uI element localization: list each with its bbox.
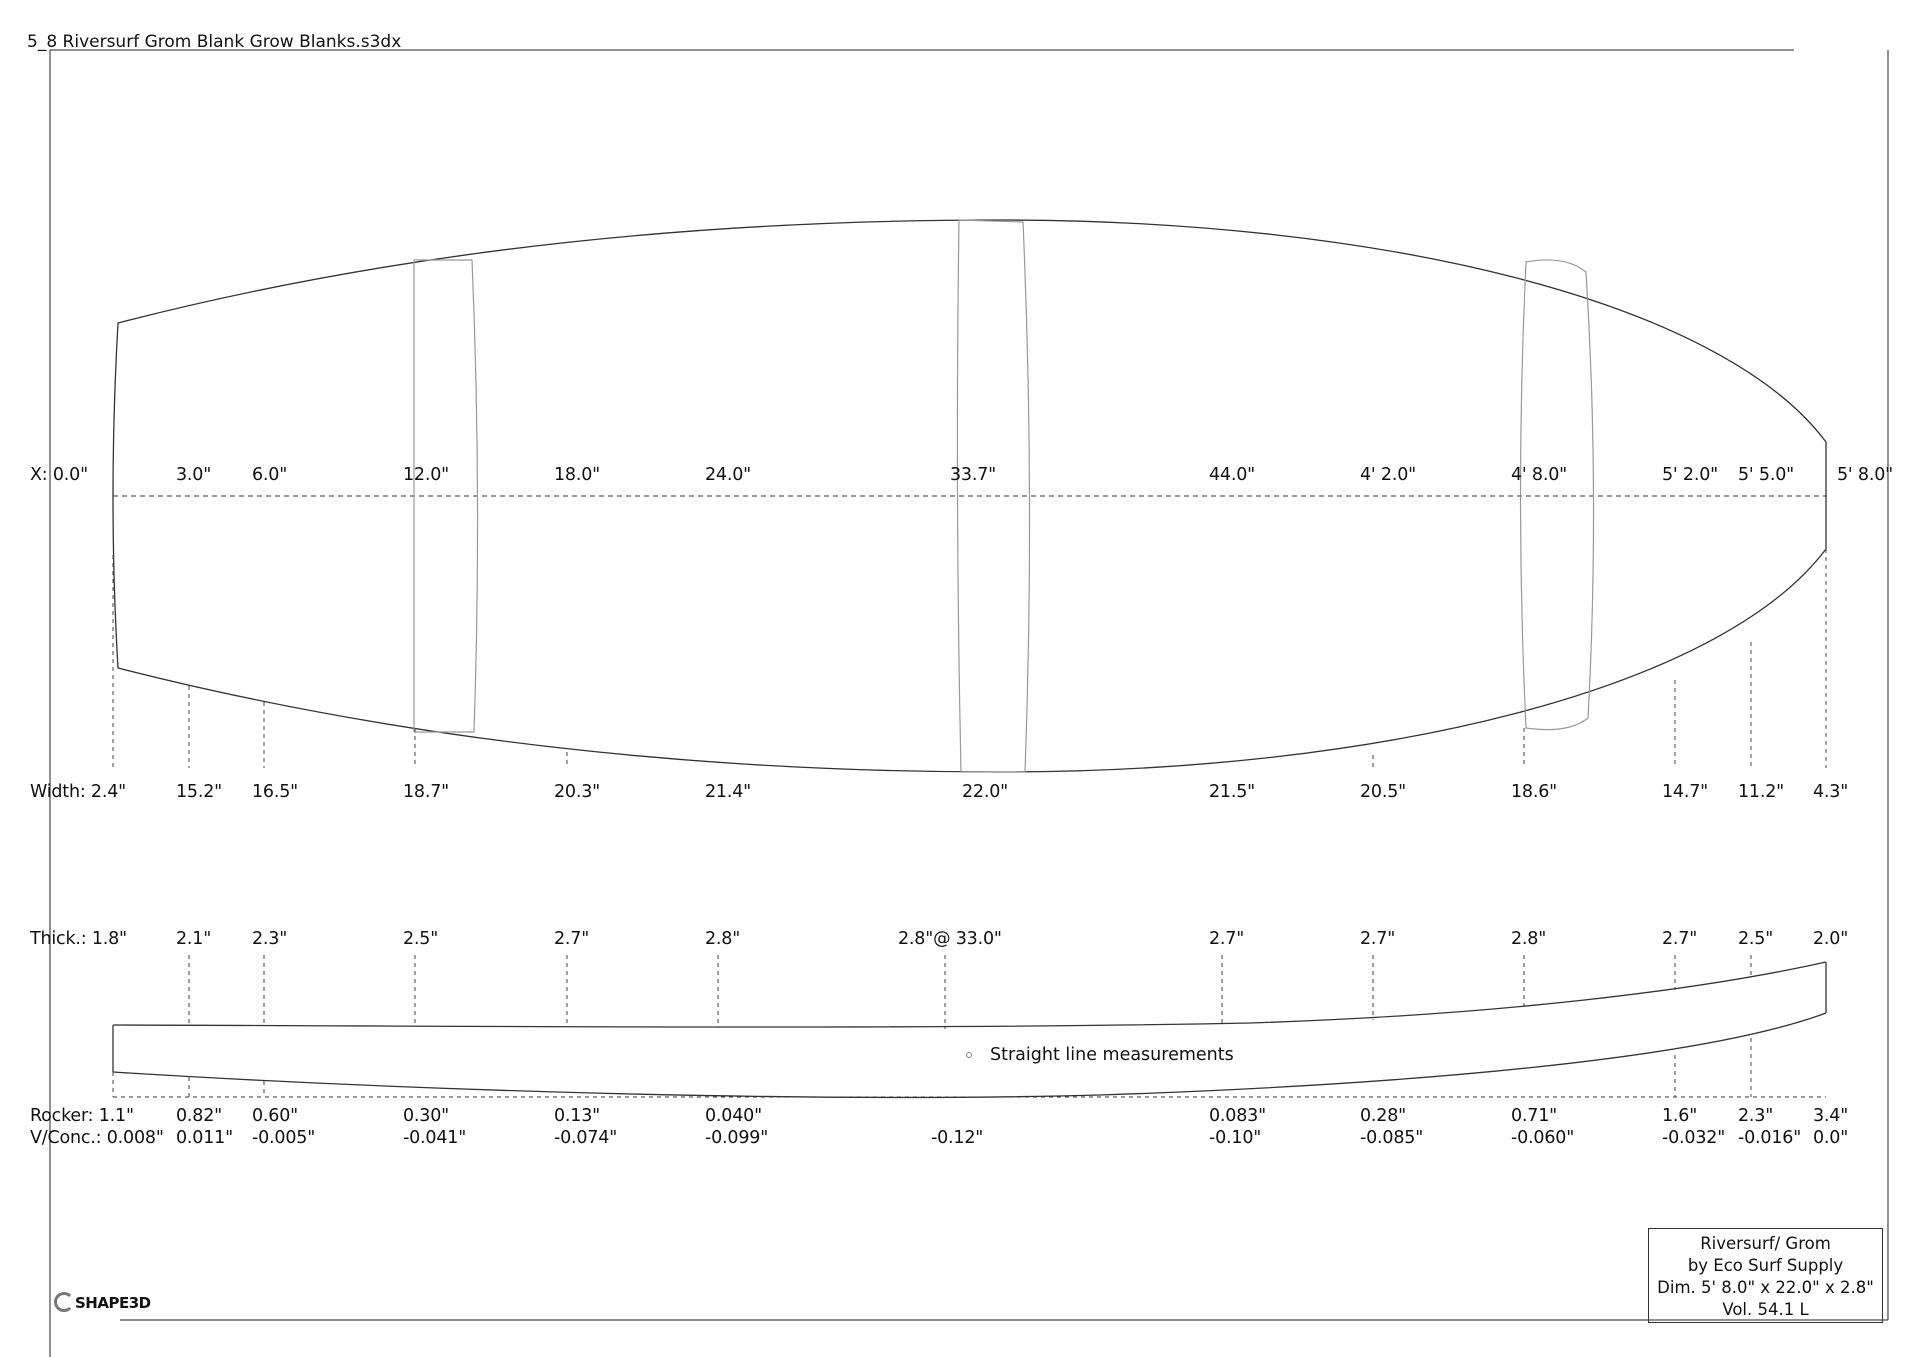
x-value: 4' 2.0" <box>1360 465 1416 485</box>
thickness-value: 2.0" <box>1813 929 1849 949</box>
x-value: 5' 5.0" <box>1738 465 1794 485</box>
vconc-value: -0.060" <box>1511 1128 1575 1148</box>
vconc-value: 0.0" <box>1813 1128 1849 1148</box>
note-text: Straight line measurements <box>990 1045 1234 1065</box>
vconc-value: -0.099" <box>705 1128 769 1148</box>
width-label: Width: 2.4" <box>30 782 126 802</box>
x-value: 44.0" <box>1209 465 1256 485</box>
x-label: X: 0.0" <box>30 465 88 485</box>
vconc-value: -0.10" <box>1209 1128 1262 1148</box>
width-dimension-ticks <box>113 549 1826 768</box>
rocker-value: 0.60" <box>252 1106 299 1126</box>
note-dot-icon <box>966 1052 972 1058</box>
outline-view <box>113 220 1826 772</box>
x-value: 6.0" <box>252 465 288 485</box>
rocker-value: 0.040" <box>705 1106 762 1126</box>
thickness-value: 2.7" <box>1209 929 1245 949</box>
vconc-value: -0.016" <box>1738 1128 1802 1148</box>
rocker-value: 0.71" <box>1511 1106 1558 1126</box>
x-value: 3.0" <box>176 465 212 485</box>
width-value: 4.3" <box>1813 782 1849 802</box>
rocker-value: 0.82" <box>176 1106 223 1126</box>
vconc-value: -0.032" <box>1662 1128 1726 1148</box>
thickness-value: 2.8"@ 33.0" <box>898 929 1002 949</box>
title-block <box>1648 1228 1883 1323</box>
width-value: 21.5" <box>1209 782 1256 802</box>
thickness-value: 2.7" <box>1360 929 1396 949</box>
vconc-value: -0.085" <box>1360 1128 1424 1148</box>
width-value: 20.5" <box>1360 782 1407 802</box>
vconc-label: V/Conc.: 0.008" <box>30 1128 164 1148</box>
section-station-56 <box>1521 260 1594 730</box>
thickness-ticks <box>189 955 1751 1029</box>
x-value: 24.0" <box>705 465 752 485</box>
thickness-value: 2.7" <box>1662 929 1698 949</box>
rocker-value: 2.3" <box>1738 1106 1774 1126</box>
width-value: 21.4" <box>705 782 752 802</box>
width-value: 18.6" <box>1511 782 1558 802</box>
thickness-value: 2.5" <box>1738 929 1774 949</box>
thickness-value: 2.8" <box>705 929 741 949</box>
x-value: 12.0" <box>403 465 450 485</box>
width-value: 20.3" <box>554 782 601 802</box>
vconc-value: 0.011" <box>176 1128 233 1148</box>
x-value: 33.7" <box>950 465 997 485</box>
thickness-value: 2.7" <box>554 929 590 949</box>
thickness-value: 2.1" <box>176 929 212 949</box>
rocker-value: 3.4" <box>1813 1106 1849 1126</box>
x-value: 18.0" <box>554 465 601 485</box>
logo-text: SHAPE3D <box>75 1294 151 1312</box>
thickness-value: 2.5" <box>403 929 439 949</box>
thickness-label: Thick.: 1.8" <box>30 929 127 949</box>
x-value: 4' 8.0" <box>1511 465 1567 485</box>
vconc-value: -0.12" <box>931 1128 984 1148</box>
deck-line <box>113 962 1826 1027</box>
rocker-label: Rocker: 1.1" <box>30 1106 134 1126</box>
title-block-volume: Vol. 54.1 L <box>1722 1300 1809 1319</box>
rocker-value: 1.6" <box>1662 1106 1698 1126</box>
vconc-value: -0.005" <box>252 1128 316 1148</box>
vconc-value: -0.041" <box>403 1128 467 1148</box>
width-value: 14.7" <box>1662 782 1709 802</box>
width-value: 16.5" <box>252 782 299 802</box>
width-value: 11.2" <box>1738 782 1785 802</box>
width-value: 15.2" <box>176 782 223 802</box>
x-value: 5' 8.0" <box>1837 465 1893 485</box>
width-value: 22.0" <box>962 782 1009 802</box>
rocker-profile-view <box>113 962 1826 1097</box>
rocker-value: 0.083" <box>1209 1106 1266 1126</box>
straight-line-note <box>966 1045 1234 1065</box>
width-value: 18.7" <box>403 782 450 802</box>
rocker-value: 0.28" <box>1360 1106 1407 1126</box>
title-block-model: Riversurf/ Grom <box>1700 1234 1831 1253</box>
shape3d-wave-icon <box>54 1292 74 1312</box>
rocker-ticks <box>113 1038 1751 1097</box>
title-block-dimensions: Dim. 5' 8.0" x 22.0" x 2.8" <box>1657 1278 1874 1297</box>
file-title: 5_8 Riversurf Grom Blank Grow Blanks.s3dx <box>27 32 402 52</box>
shape3d-logo <box>54 1292 151 1312</box>
x-value: 5' 2.0" <box>1662 465 1718 485</box>
title-block-maker: by Eco Surf Supply <box>1687 1256 1844 1275</box>
rocker-value: 0.13" <box>554 1106 601 1126</box>
vconc-value: -0.074" <box>554 1128 618 1148</box>
rocker-value: 0.30" <box>403 1106 450 1126</box>
thickness-value: 2.8" <box>1511 929 1547 949</box>
thickness-value: 2.3" <box>252 929 288 949</box>
